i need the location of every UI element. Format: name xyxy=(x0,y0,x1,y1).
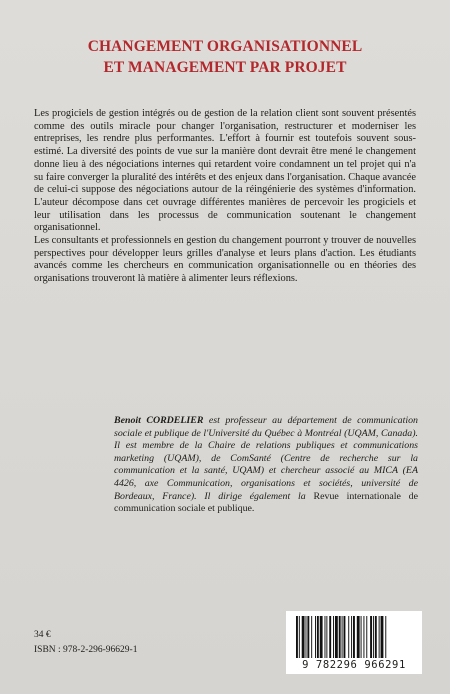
barcode-bars xyxy=(294,616,414,658)
author-bio xyxy=(114,415,418,516)
author-name: Benoit CORDELIER xyxy=(114,415,204,426)
description-paragraph-2: Les consultants et professionnels en gestion du changement pourront y trouver de nouvelles perspectives pour développer leurs grilles d'analyse et leurs plans d'action. Les étudiants avancés comme les chercheurs en communication organisationnelle ou en théories des organisations trouveront là matière à alimenter leurs réflexions. xyxy=(34,235,416,285)
author-bio-journal: Revue internationale de communication sociale et publique. xyxy=(114,490,418,515)
price: 34 € xyxy=(34,630,51,640)
book-title xyxy=(0,36,450,78)
barcode-number: 9 782296 966291 xyxy=(302,659,406,671)
barcode xyxy=(286,611,422,674)
title-line-1: CHANGEMENT ORGANISATIONNEL xyxy=(87,38,363,55)
author-bio-italic: est professeur au département de communication sociale et publique de l'Université du Québec à Montréal (UQAM, Canada). Il est membre de la Chaire de relations publiques et communications marketing (UQAM), de ComSanté (Centre de recherche sur la communication et la santé, UQAM) et chercheur associé au MICA (EA 4426, axe Communication, organisations et sociétés, université de Bordeaux, France). Il dirige également la xyxy=(114,415,418,502)
book-description xyxy=(34,108,416,286)
title-line-2: ET MANAGEMENT PAR PROJET xyxy=(103,59,347,76)
description-paragraph-1: Les progiciels de gestion intégrés ou de gestion de la relation client sont souvent présentés comme des outils miracle pour changer l'organisation, restructurer et moderniser les entreprises, les rendre plus performantes. L'effort à fournir est toutefois souvent sous-estimé. La diversité des points de vue sur la manière dont devrait être mené le changement donne lieu à des négociations internes qui retardent voire condamnent un tel projet qui n'a su faire converger la pluralité des intérêts et des enjeux dans l'organisation. Chaque avancée de celui-ci suppose des négociations autour de la réingénierie des systèmes d'information. L'auteur décompose dans cet ouvrage différentes manières de percevoir les progiciels et leur utilisation dans les processus de communication soutenant le changement organisationnel. xyxy=(34,108,416,234)
isbn: ISBN : 978-2-296-96629-1 xyxy=(34,645,138,655)
